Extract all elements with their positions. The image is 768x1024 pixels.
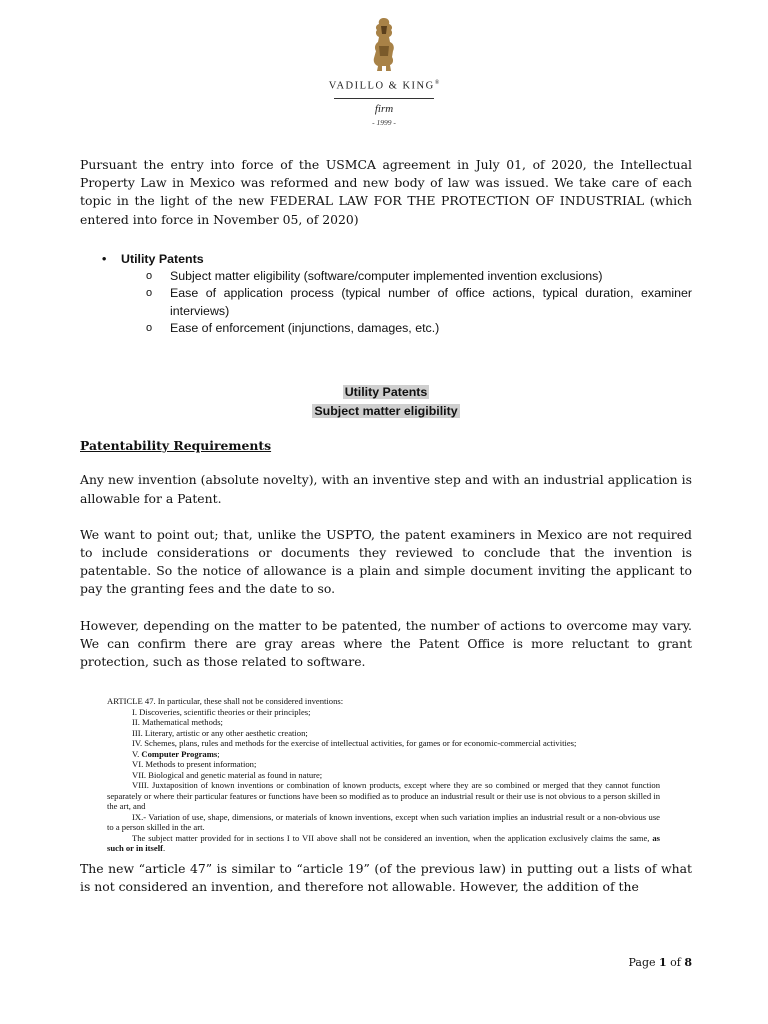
section-subtitle: Subject matter eligibility	[314, 403, 458, 418]
article-intro: ARTICLE 47. In particular, these shall not be considered inventions:	[107, 696, 344, 706]
subtopic-item: o Ease of enforcement (injunctions, damages, etc.)	[80, 320, 692, 337]
page-number: Page 1 of 8	[628, 956, 692, 969]
topic-list	[80, 251, 692, 337]
circle-bullet-icon: o	[146, 287, 153, 300]
lion-crest-icon	[369, 16, 399, 72]
article-item: V. Computer Programs;	[132, 748, 220, 759]
last-paragraph: The new “article 47” is similar to “article 19” (of the previous law) in putting out a lists of what is not considered an invention, and therefore not allowable. However, the addition of the	[80, 861, 692, 895]
firm-tagline: firm	[374, 103, 394, 115]
section-heading: Patentability Requirements	[80, 438, 272, 454]
letterhead	[0, 12, 768, 132]
intro-paragraph: Pursuant the entry into force of the USMCA agreement in July 01, of 2020, the Intellectual Property Law in Mexico was reformed and new body of law was issued. We take care of each topic in the light of the new FEDERAL LAW FOR THE PROTECTION OF INDUSTRIAL (which entered into force in November 05, of 2020)	[80, 157, 692, 227]
article-item: IX.- Variation of use, shape, dimensions, or materials of known inventions, except when such variation implies an industrial result or a non-obvious use to a person skilled in the art.	[107, 811, 660, 832]
article-closing: The subject matter provided for in sections I to VII above shall not be considered an invention, when the application exclusively claims the same, as such or in itself.	[107, 832, 660, 853]
circle-bullet-icon: o	[146, 322, 153, 334]
article-item: VIII. Juxtaposition of known inventions or combination of known products, except where they are so combined or merged that they cannot function separately or where their particular features or functions have been so modified as to produce an industrial result or their use is not obvious to a person skilled in the art, and	[107, 780, 660, 811]
logo-divider	[334, 98, 434, 99]
document-body	[80, 156, 692, 671]
article-item: VII. Biological and genetic material as found in nature;	[132, 769, 323, 780]
founding-year: - 1999 -	[372, 118, 396, 127]
body-paragraph: Any new invention (absolute novelty), with an inventive step and with an industrial application is allowable for a Patent.	[80, 472, 692, 506]
article-item: III. Literary, artistic or any other aesthetic creation;	[132, 727, 308, 738]
article-item: VI. Methods to present information;	[132, 759, 257, 769]
topic-title: Utility Patents	[121, 251, 204, 266]
article-47-quote	[107, 696, 660, 854]
article-item: IV. Schemes, plans, rules and methods for the exercise of intellectual activities, for games or for economic-commercial activities;	[132, 738, 577, 748]
firm-name: VADILLO & KING®	[328, 80, 440, 92]
circle-bullet-icon: o	[146, 270, 153, 283]
body-paragraph: However, depending on the matter to be patented, the number of actions to overcome may vary. We can confirm there are gray areas where the Patent Office is more reluctant to grant protection, such as those related to software.	[80, 617, 692, 669]
body-paragraph: We want to point out; that, unlike the USPTO, the patent examiners in Mexico are not required to include considerations or documents they reviewed to conclude that the invention is patentable. So the notice of allowance is a plain and simple document inviting the applicant to pay the granting fees and the date to so.	[80, 526, 692, 597]
subtopic-item: o Ease of application process (typical number of office actions, typical duration, examiner interviews)	[146, 286, 692, 318]
bullet-icon: •	[102, 251, 107, 266]
section-title: Utility Patents	[344, 385, 428, 400]
subtopic-item: o Subject matter eligibility (software/computer implemented invention exclusions)	[80, 268, 692, 285]
topic-bullet	[80, 251, 692, 268]
article-item: I. Discoveries, scientific theories or their principles;	[132, 706, 311, 717]
article-item: II. Mathematical methods;	[132, 717, 223, 727]
